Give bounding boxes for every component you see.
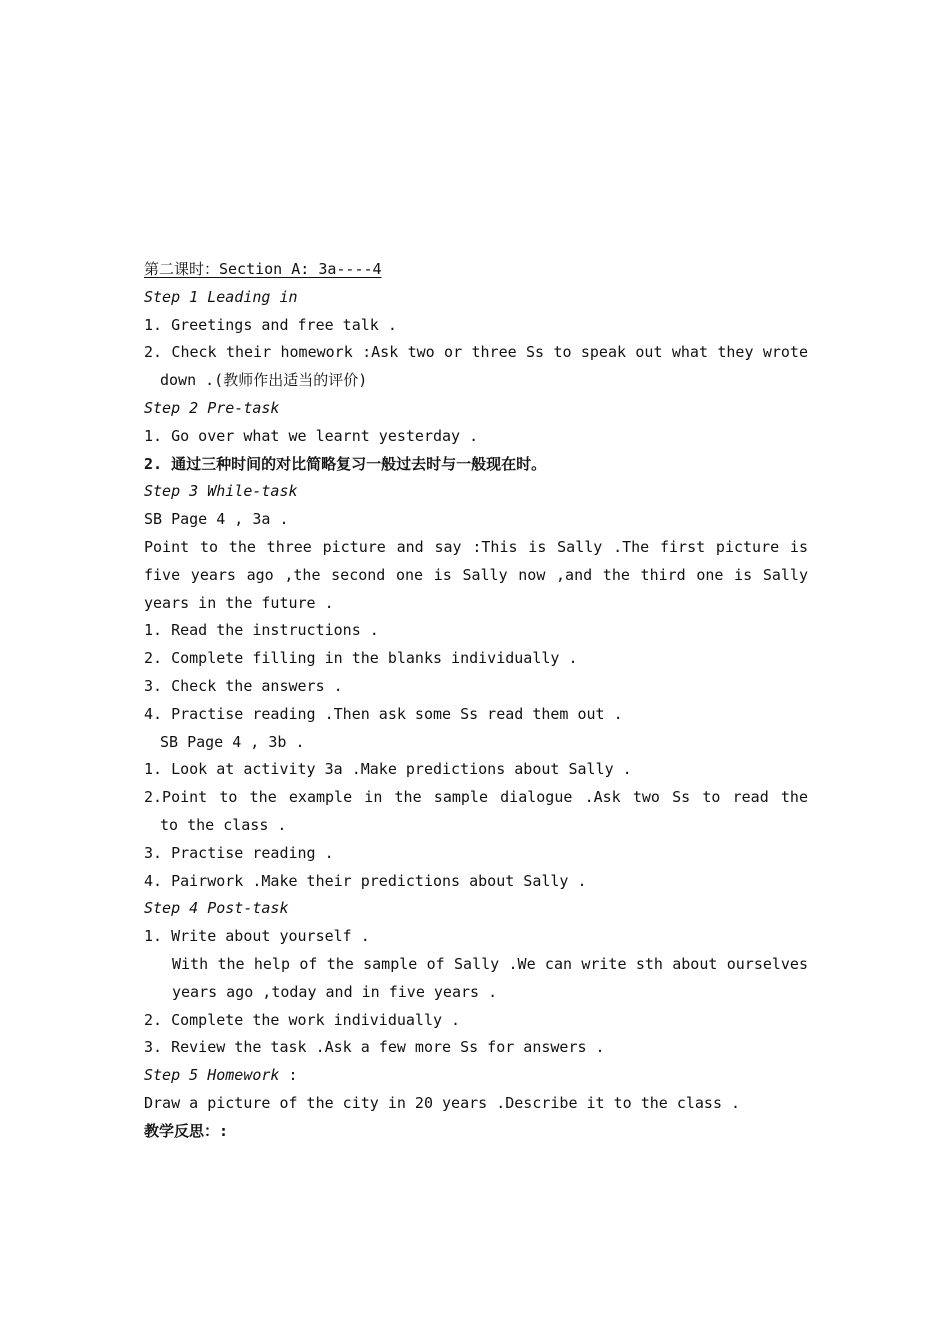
paragraph-line: years in the future . bbox=[144, 593, 334, 612]
step-4-item: 2. Complete the work individually . bbox=[144, 1010, 461, 1029]
textbook-reference: SB Page 4 , 3b . bbox=[160, 732, 305, 751]
step-1-item-continued: down .(教师作出适当的评价) bbox=[160, 371, 368, 390]
homework-text: Draw a picture of the city in 20 years .Describe it to the class . bbox=[144, 1093, 741, 1112]
step-3-item: 2.Point to the example in the sample dialogue .Ask two Ss to read the bbox=[144, 788, 808, 807]
step-5-heading-suffix: : bbox=[279, 1066, 298, 1085]
step-3-item: 3. Check the answers . bbox=[144, 676, 343, 695]
step-5-heading-row bbox=[144, 1062, 808, 1090]
step-4-item: 1. Write about yourself . bbox=[144, 927, 370, 946]
step-2-heading: Step 2 Pre-task bbox=[144, 398, 280, 417]
step-4-item-detail: years ago ,today and in five years . bbox=[172, 982, 498, 1001]
step-3-item: 4. Pairwork .Make their predictions about Sally . bbox=[144, 871, 587, 890]
textbook-reference: SB Page 4 , 3a . bbox=[144, 510, 289, 529]
step-1-heading: Step 1 Leading in bbox=[144, 287, 298, 306]
step-3-item-continued: to the class . bbox=[160, 815, 287, 834]
step-3-heading: Step 3 While-task bbox=[144, 482, 298, 501]
step-1-item: 1. Greetings and free talk . bbox=[144, 315, 397, 334]
paragraph-line: five years ago ,the second one is Sally now ,and the third one is Sally bbox=[144, 565, 808, 584]
step-1-item: 2. Check their homework :Ask two or three Ss to speak out what they wrote bbox=[144, 343, 808, 362]
step-3-item: 3. Practise reading . bbox=[144, 843, 334, 862]
step-4-item-detail: With the help of the sample of Sally .We can write sth about ourselves bbox=[172, 954, 808, 973]
step-2-item: 2. 通过三种时间的对比简略复习一般过去时与一般现在时。 bbox=[144, 454, 547, 473]
step-2-item: 1. Go over what we learnt yesterday . bbox=[144, 426, 479, 445]
lesson-title: 第二课时：Section A: 3a----4 bbox=[144, 260, 382, 278]
teaching-reflection-label: 教学反思：: bbox=[144, 1121, 229, 1140]
step-3-item: 1. Read the instructions . bbox=[144, 621, 379, 640]
paragraph-line: Point to the three picture and say :This is Sally .The first picture is bbox=[144, 537, 808, 556]
step-3-item: 2. Complete filling in the blanks individually . bbox=[144, 649, 578, 668]
step-3-item: 4. Practise reading .Then ask some Ss read them out . bbox=[144, 704, 623, 723]
step-3-item: 1. Look at activity 3a .Make predictions about Sally . bbox=[144, 760, 632, 779]
step-5-heading: Step 5 Homework bbox=[144, 1066, 280, 1085]
step-4-heading: Step 4 Post-task bbox=[144, 899, 289, 918]
lesson-plan-body bbox=[144, 256, 808, 1146]
step-4-item: 3. Review the task .Ask a few more Ss for answers . bbox=[144, 1038, 605, 1057]
